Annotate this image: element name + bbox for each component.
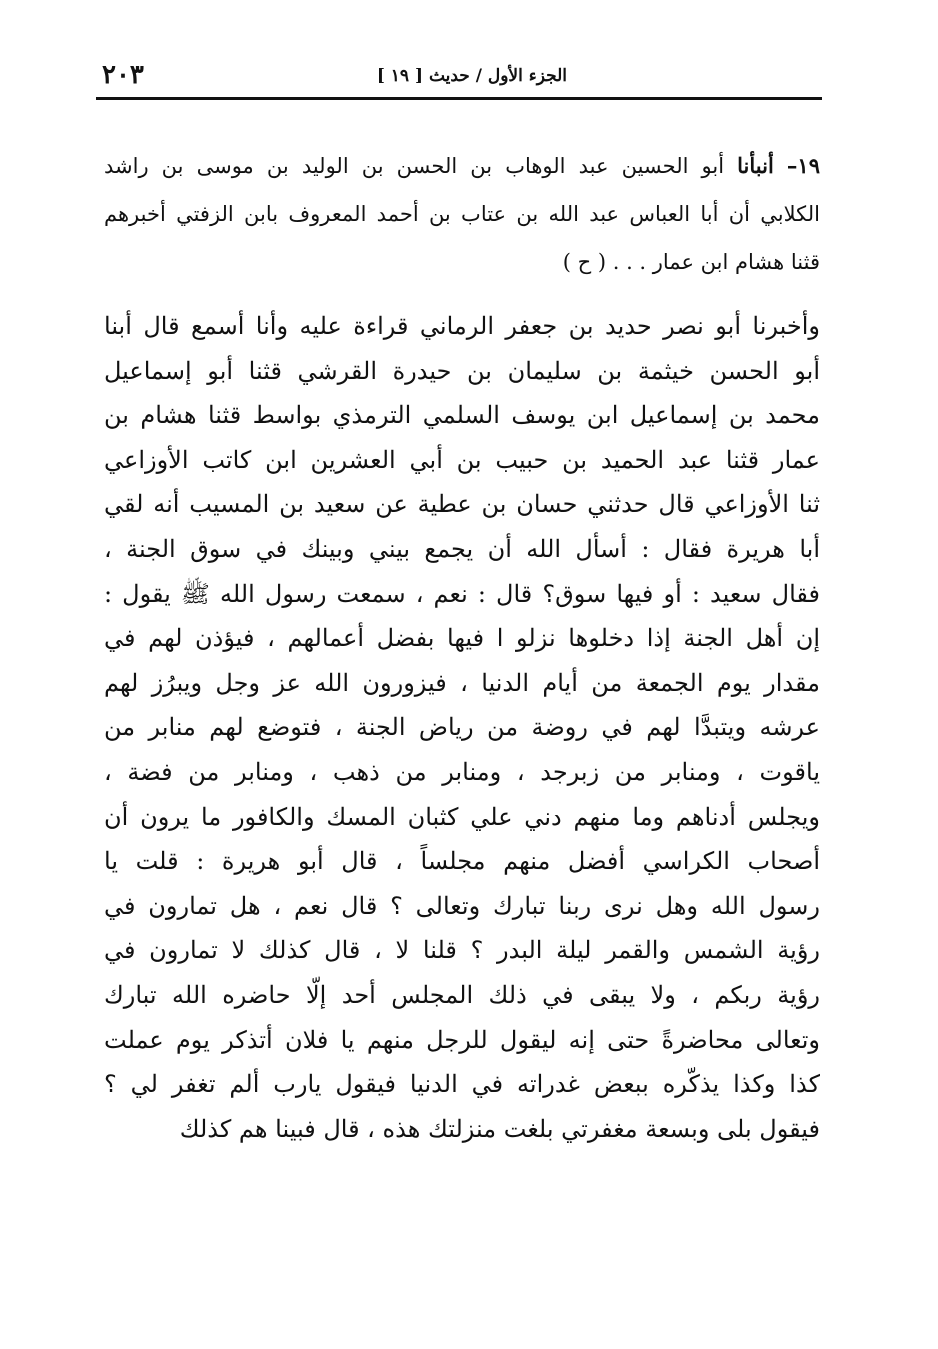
matn-block (104, 304, 820, 1151)
text-line: إن أهل الجنة إذا دخلوها نزلو ا فيها بفضل أعمالهم ، فيؤذن لهم في (104, 624, 820, 653)
page-number: ٢٠٣ (102, 60, 144, 90)
text-line: أصحاب الكراسي أفضل منهم مجلساً ، قال أبو هريرة : قلت يا (104, 847, 820, 876)
text-line: رؤية ربكم ، ولا يبقى في ذلك المجلس أحد إلّا حاضره الله تبارك (104, 980, 820, 1009)
text-line: وتعالى محاضرةً حتى إنه ليقول للرجل منهم يا فلان أتذكر يوم عملت (104, 1025, 820, 1054)
isnad-line (104, 142, 820, 190)
isnad-line: الكلابي أن أبا العباس عبد الله بن عتاب بن أحمد المعروف بابن الزفتي أخبرهم (104, 202, 820, 226)
page-body (104, 142, 820, 1151)
text-line: ويجلس أدناهم وما منهم دني علي كثبان المسك والكافور ما يرون أن (104, 802, 820, 831)
text-line: فقال سعيد : أو فيها سوق؟ قال : نعم ، سمعت رسول الله ﷺ يقول : (104, 579, 820, 608)
hadith-number: ١٩– (786, 153, 820, 178)
text-line: فيقول بلى وبسعة مغفرتي بلغت منزلتك هذه ، قال فبينا هم كذلك (179, 1114, 820, 1143)
page-header (96, 62, 822, 96)
text-line: ثنا الأوزاعي قال حدثني حسان بن عطية عن سعيد بن المسيب أنه لقي (104, 490, 820, 519)
isnad-line: قثنا هشام ابن عمار . . . ( ح ) (562, 250, 820, 274)
text-line: مقدار يوم الجمعة من أيام الدنيا ، فيزورون الله عز وجل ويبرُز لهم (104, 668, 820, 697)
text-line: محمد بن إسماعيل ابن يوسف السلمي الترمذي بواسط قثنا هشام بن (104, 401, 820, 430)
isnad-text: أبو الحسين عبد الوهاب بن الحسن بن الوليد بن موسى بن راشد (104, 154, 725, 178)
text-line: رسول الله وهل نرى ربنا تبارك وتعالى ؟ قال نعم ، هل تمارون في (104, 891, 820, 920)
text-line: عرشه ويتبدَّا لهم في روضة من رياض الجنة ، فتوضع لهم منابر من (104, 713, 820, 742)
header-rule (96, 97, 822, 100)
text-line: عمار قثنا عبد الحميد بن حبيب بن أبي العشرين ابن كاتب الأوزاعي (104, 445, 820, 474)
text-line: كذا وكذا يذكّره ببعض غدراته في الدنيا فيقول يارب ألم تغفر لي ؟ (104, 1070, 820, 1099)
narration-keyword: أنبأنا (737, 153, 774, 178)
isnad-block (104, 142, 820, 286)
text-line: ياقوت ، ومنابر من زبرجد ، ومنابر من ذهب ، ومنابر من فضة ، (104, 757, 820, 786)
text-line: أبا هريرة فقال : أسأل الله أن يجمع بيني وبينك في سوق الجنة ، (104, 534, 820, 563)
text-line: أبو الحسن خيثمة بن سليمان بن حيدرة القرشي قثنا أبو إسماعيل (104, 356, 820, 385)
text-line: وأخبرنا أبو نصر حديد بن جعفر الرماني قراءة عليه وأنا أسمع قال أبنا (104, 312, 820, 340)
running-head: الجزء الأول / حديث [ ١٩ ] (376, 66, 567, 86)
text-line: رؤية الشمس والقمر ليلة البدر ؟ قلنا لا ، قال كذلك لا تمارون في (104, 936, 820, 965)
